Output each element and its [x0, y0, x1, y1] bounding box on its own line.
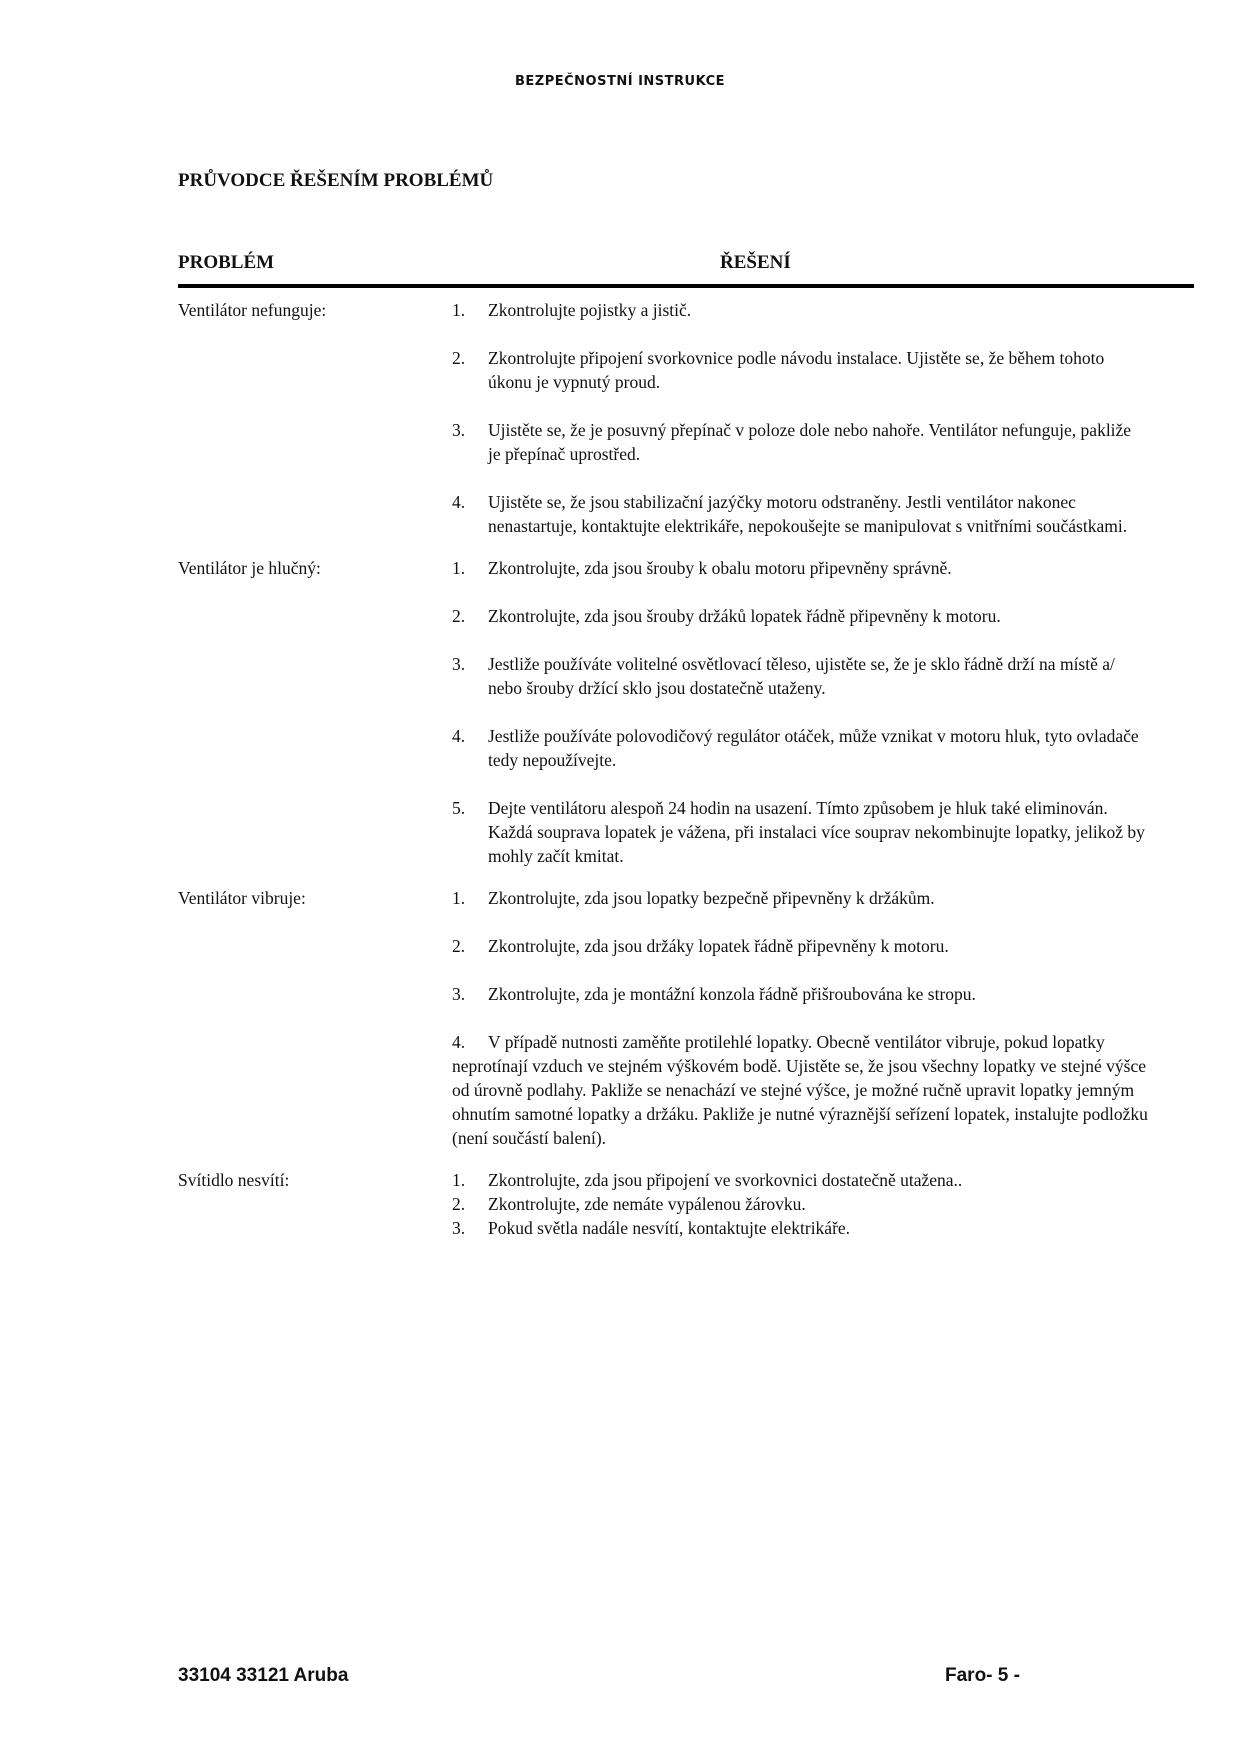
list-item: [452, 1192, 1152, 1216]
list-item: [452, 418, 1152, 466]
item-number: 3.: [452, 420, 466, 440]
problem-label: Ventilátor je hlučný:: [178, 558, 321, 578]
list-item: [452, 346, 1152, 394]
item-number: 3.: [452, 654, 466, 674]
item-number: 1.: [452, 300, 466, 320]
item-number: 2.: [452, 936, 466, 956]
column-header-problem: PROBLÉM: [178, 252, 275, 273]
item-number: 2.: [452, 348, 466, 368]
page-title: PRŮVODCE ŘEŠENÍM PROBLÉMŮ: [178, 170, 494, 191]
table-row: [178, 298, 1194, 556]
list-item: [452, 490, 1152, 538]
item-number: 4.: [452, 1032, 466, 1052]
list-item: [452, 652, 1152, 700]
list-item: [452, 298, 1152, 322]
item-text: Dejte ventilátoru alespoň 24 hodin na usazení. Tímto způsobem je hluk také eliminován. Každá souprava lopatek je vážena, při instalaci více souprav nekombinujte lopatky, jelikož by mohly začít kmitat.: [488, 798, 1145, 866]
item-text: Jestliže používáte polovodičový regulátor otáček, může vznikat v motoru hluk, tyto ovladače tedy nepoužívejte.: [488, 726, 1139, 770]
page-header: BEZPEČNOSTNÍ INSTRUKCE: [515, 74, 725, 89]
list-paragraph: [452, 1030, 1162, 1150]
item-number: 1.: [452, 888, 466, 908]
list-item: [452, 934, 1152, 958]
list-item: [452, 604, 1152, 628]
footer-model-numbers: 33104 33121 Aruba: [178, 1665, 349, 1686]
item-text: Jestliže používáte volitelné osvětlovací těleso, ujistěte se, že je sklo řádně drží na místě a/ nebo šrouby držící sklo jsou dostatečně utaženy.: [488, 654, 1115, 698]
column-header-solution: ŘEŠENÍ: [720, 252, 791, 273]
solution-list: [452, 886, 1152, 1168]
item-number: 4.: [452, 492, 466, 512]
item-text: Zkontrolujte, zda jsou šrouby k obalu motoru připevněny správně.: [488, 558, 952, 578]
item-text: Ujistěte se, že je posuvný přepínač v poloze dole nebo nahoře. Ventilátor nefunguje, pakliže je přepínač uprostřed.: [488, 420, 1132, 464]
item-text: Ujistěte se, že jsou stabilizační jazýčky motoru odstraněny. Jestli ventilátor nakonec nenastartuje, kontaktujte elektrikáře, nepokoušejte se manipulovat s vnitřními součástkami.: [488, 492, 1128, 536]
item-text: Zkontrolujte, zda jsou připojení ve svorkovnici dostatečně utažena..: [488, 1170, 963, 1190]
item-text: Zkontrolujte, zde nemáte vypálenou žárovku.: [488, 1194, 806, 1214]
item-number: 1.: [452, 558, 466, 578]
item-text: Zkontrolujte, zda je montážní konzola řádně přišroubována ke stropu.: [488, 984, 976, 1004]
list-item: [452, 556, 1152, 580]
problem-label: Ventilátor nefunguje:: [178, 300, 327, 320]
item-text: Zkontrolujte, zda jsou lopatky bezpečně připevněny k držákům.: [488, 888, 935, 908]
problem-label: Ventilátor vibruje:: [178, 888, 306, 908]
problem-label: Svítidlo nesvítí:: [178, 1170, 290, 1190]
item-text: Zkontrolujte pojistky a jistič.: [488, 300, 692, 320]
item-text: V případě nutnosti zaměňte protilehlé lopatky. Obecně ventilátor vibruje, pokud lopatky neprotínají vzduch ve stejném výškovém bodě. Ujistěte se, že jsou všechny lopatky ve stejné výšce od úrovně podlahy. Pakliže se nenachází ve stejné výšce, je možné ručně upravit lopatky jemným ohnutím samotné lopatky a držáku. Pakliže je nutné výraznější seřízení lopatek, instalujte podložku (není součástí balení).: [452, 1032, 1148, 1148]
troubleshooting-table: [178, 298, 1194, 1240]
solution-list: [452, 556, 1152, 886]
list-item: [452, 982, 1152, 1006]
item-number: 2.: [452, 1194, 466, 1214]
table-row: [178, 886, 1194, 1168]
table-row: [178, 556, 1194, 886]
list-item: [452, 796, 1152, 868]
header-rule: [178, 284, 1194, 288]
item-number: 4.: [452, 726, 466, 746]
list-item: [452, 724, 1152, 772]
item-text: Pokud světla nadále nesvítí, kontaktujte elektrikáře.: [488, 1218, 851, 1238]
list-item: [452, 1216, 1152, 1240]
item-number: 3.: [452, 1218, 466, 1238]
table-row: [178, 1168, 1194, 1240]
list-item: [452, 886, 1152, 910]
item-text: Zkontrolujte připojení svorkovnice podle návodu instalace. Ujistěte se, že během tohoto úkonu je vypnutý proud.: [488, 348, 1105, 392]
item-text: Zkontrolujte, zda jsou šrouby držáků lopatek řádně připevněny k motoru.: [488, 606, 1001, 626]
item-number: 1.: [452, 1170, 466, 1190]
item-number: 5.: [452, 798, 466, 818]
solution-list: [452, 298, 1152, 556]
solution-list: [452, 1168, 1152, 1240]
item-number: 3.: [452, 984, 466, 1004]
footer-page-number: Faro- 5 -: [945, 1665, 1020, 1686]
item-text: Zkontrolujte, zda jsou držáky lopatek řádně připevněny k motoru.: [488, 936, 949, 956]
item-number: 2.: [452, 606, 466, 626]
list-item: [452, 1168, 1152, 1192]
